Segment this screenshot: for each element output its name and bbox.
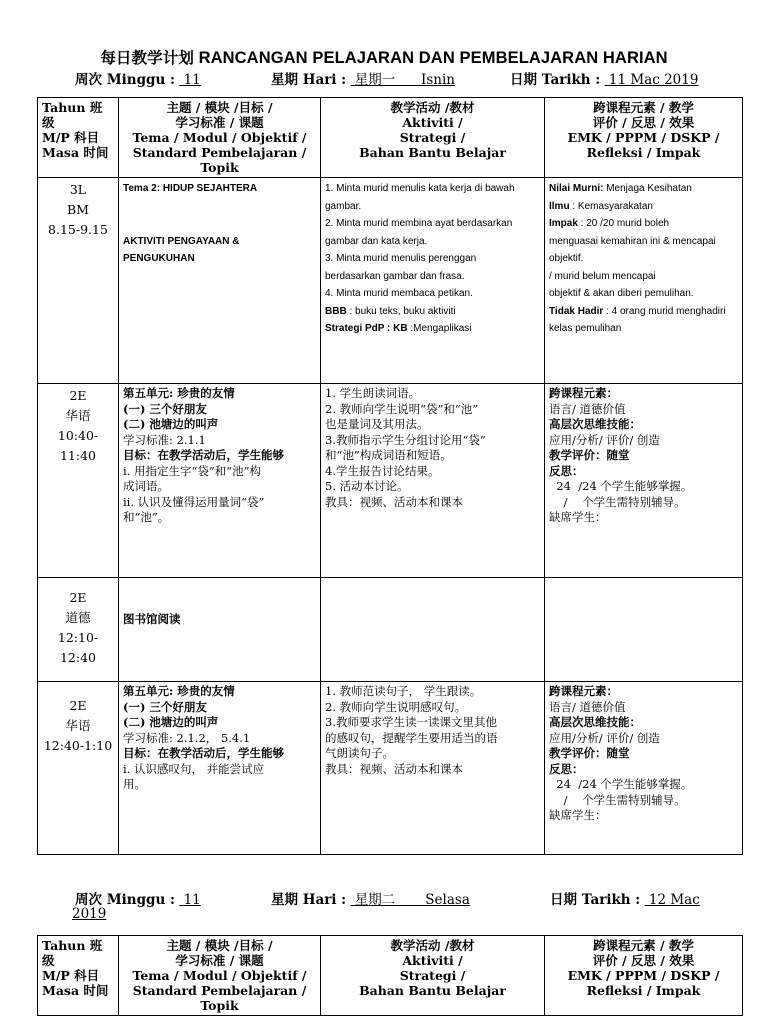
header-topic: 主题 / 模块 /目标 / 学习标准 / 课题 Tema / Modul / Objektif / Standard Pembelajaran / Topik [119,98,321,178]
reflection-cell: Nilai Murni: Menjaga Kesihatan Ilmu : Kemasyarakatan Impak : 20 /20 murid boleh menguasai kemahiran ini & mencapai objektif. / murid belum mencapai objektif & akan diberi pemulihan. Tidak Hadir : 4 orang murid menghadiri kelas pemulihan [545,178,743,384]
header-class: Tahun 班 级 M/P 科目 Masa 时间 [38,936,119,1016]
title-latin: RANCANGAN PELAJARAN DAN PEMBELAJARAN HARIAN [198,49,668,67]
day2-meta [75,888,227,908]
lesson-table-day2 [37,935,743,1016]
week-value: 11 [183,892,201,908]
table-row [38,682,743,855]
topic-cell: 第五单元: 珍贵的友情 (一) 三个好朋友 (二) 池塘边的叫声 学习标准: 2.1.1 目标：在教学活动后，学生能够 i. 用指定生字“袋”和“池”构 成词语。 ii. 认识及懂得运用量词“袋” 和“池”。 [119,384,321,578]
class-cell: 2E 华语 12:40-1:10 [38,682,119,855]
title-cjk: 每日教学计划 [100,48,194,67]
day1-date-meta [510,68,703,88]
activity-cell: 1. Minta murid menulis kata kerja di bawah gambar. 2. Minta murid membina ayat berdasarkan gambar dan kata kerja. 3. Minta murid menulis perenggan berdasarkan gambar dan frasa. 4. Minta murid membaca petikan. BBB : buku teks, buku aktiviti Strategi PdP : KB :Mengaplikasi [321,178,545,384]
topic-cell: Tema 2: HIDUP SEJAHTERA AKTIVITI PENGAYAAN & PENGUKUHAN [119,178,321,384]
table-header-row [38,936,743,1016]
class-cell: 2E 华语 10:40- 11:40 [38,384,119,578]
reflection-cell [545,578,743,682]
day2-date-cont: 2019 [72,906,107,922]
day1-meta [75,68,227,88]
week-label: 周次 Minggu : [75,892,175,908]
class-cell: 2E 道德 12:10- 12:40 [38,578,119,682]
date-label: 日期 Tarikh : [510,72,601,88]
page-title [0,46,768,68]
header-reflection: 跨课程元素 / 教学 评价 / 反思 / 效果 EMK / PPPM / DSKP / Refleksi / Impak [545,98,743,178]
day-value: 星期二 Selasa [354,892,470,908]
reflection-cell: 跨课程元素： 语言/ 道德价值 高层次思维技能： 应用/分析/ 评价/ 创造 教学评价：随堂 反思： 24 /24 个学生能够掌握。 / 个学生需特别辅导。 缺席学生： [545,682,743,855]
topic-cell: 图书馆阅读 [119,578,321,682]
table-header-row [38,98,743,178]
day-label: 星期 Hari : [271,72,347,88]
week-value: 11 [183,72,201,88]
header-class: Tahun 班 级 M/P 科目 Masa 时间 [38,98,119,178]
topic-cell: 第五单元: 珍贵的友情 (一) 三个好朋友 (二) 池塘边的叫声 学习标准: 2.1.2， 5.4.1 目标：在教学活动后，学生能够 i. 认识感叹句， 并能尝试应 用。 [119,682,321,855]
header-activity: 教学活动 /教材 Aktiviti / Strategi / Bahan Bantu Belajar [321,936,545,1016]
header-topic: 主题 / 模块 /目标 / 学习标准 / 课题 Tema / Modul / Objektif / Standard Pembelajaran / Topik [119,936,321,1016]
class-cell: 3L BM 8.15-9.15 [38,178,119,384]
header-reflection: 跨课程元素 / 教学 评价 / 反思 / 效果 EMK / PPPM / DSKP / Refleksi / Impak [545,936,743,1016]
week-label: 周次 Minggu : [75,72,175,88]
date-value: 12 Mac [648,892,700,908]
day-value: 星期一 Isnin [354,72,455,88]
day1-day-meta [271,68,480,88]
date-label: 日期 Tarikh : [550,892,641,908]
header-activity: 教学活动 /教材 Aktiviti / Strategi / Bahan Bantu Belajar [321,98,545,178]
activity-cell: 1. 教师范读句子， 学生跟读。 2. 教师向学生说明感叹句。 3.教师要求学生读一读课文里其他 的感叹句，提醒学生要用适当的语 气朗读句子。 教具：视频、活动本和课本 [321,682,545,855]
lesson-table-day1 [37,97,743,855]
day-label: 星期 Hari : [271,892,347,908]
table-row [38,178,743,384]
activity-cell [321,578,545,682]
table-row [38,384,743,578]
table-row [38,578,743,682]
day2-day-meta [271,888,486,908]
activity-cell: 1. 学生朗读词语。 2. 教师向学生说明“袋”和“池” 也是量词及其用法。 3.教师指示学生分组讨论用“袋” 和“池”构成词语和短语。 4.学生报告讨论结果。 5. 活动本讨论。 教具：视频、活动本和课本 [321,384,545,578]
day2-date-meta [550,888,700,908]
reflection-cell: 跨课程元素： 语言/ 道德价值 高层次思维技能： 应用/分析/ 评价/ 创造 教学评价：随堂 反思： 24 /24 个学生能够掌握。 / 个学生需特别辅导。 缺席学生： [545,384,743,578]
date-value: 11 Mac 2019 [608,72,699,88]
